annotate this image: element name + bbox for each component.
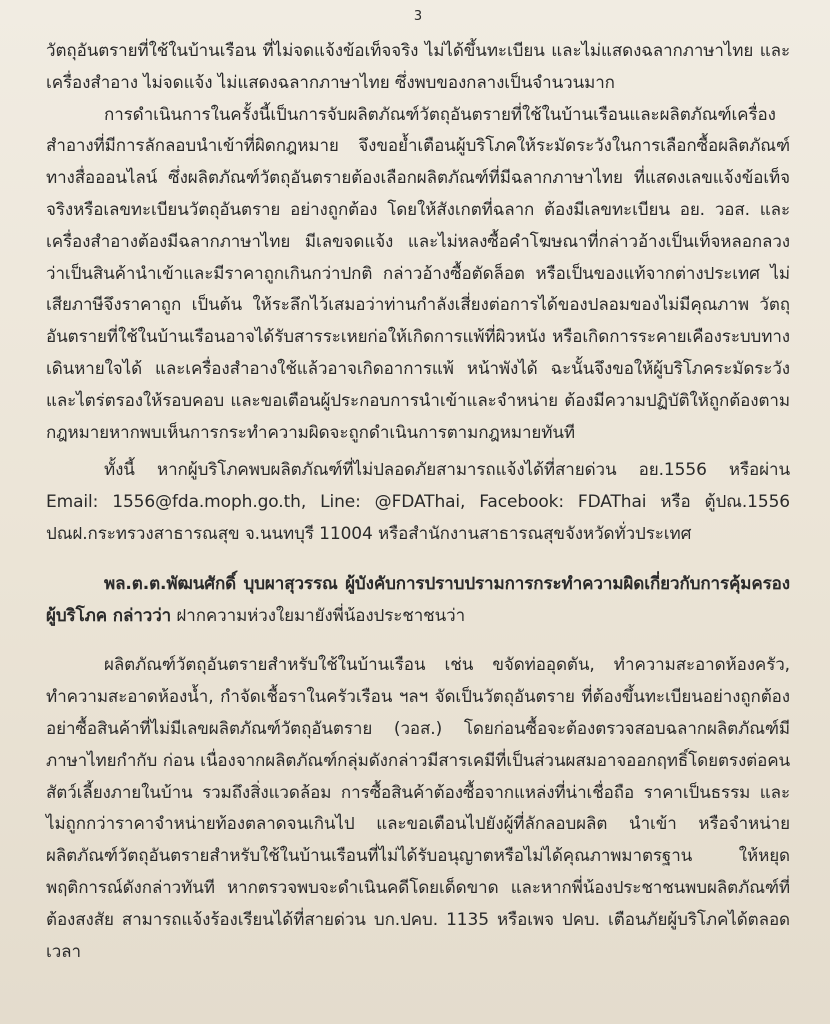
paragraph-operation-warning: การดำเนินการในครั้งนี้เป็นการจับผลิตภัณฑ์วัตถุอันตรายที่ใช้ในบ้านเรือนและผลิตภัณฑ์เครื่องสำอางที่มีการลักลอบนำเข้าที่ผิดกฎหมาย จึงขอย้ำเตือนผู้บริโภคให้ระมัดระวังในการเลือกซื้อผลิตภัณฑ์ทางสื่อออนไลน์ ซึ่งผลิตภัณฑ์วัตถุอันตรายต้องเลือกผลิตภัณฑ์ที่มีฉลากภาษาไทย ที่แสดงเลขแจ้งข้อเท็จจริงหรือเลขทะเบียนวัตถุอันตราย อย่างถูกต้อง โดยให้สังเกตที่ฉลาก ต้องมีเลขทะเบียน อย. วอส. และเครื่องสำอางต้องมีฉลากภาษาไทย มีเลขจดแจ้ง และไม่หลงซื้อคำโฆษณาที่กล่าวอ้างเป็นเท็จหลอกลวงว่าเป็นสินค้านำเข้าและมีราคาถูกเกินกว่าปกติ กล่าวอ้างซื้อตัดล็อต หรือเป็นของแท้จากต่างประเทศ ไม่เสียภาษีจึงราคาถูก เป็นต้น ให้ระลึกไว้เสมอว่าท่านกำลังเสี่ยงต่อการได้ของปลอมของไม่มีคุณภาพ วัตถุอันตรายที่ใช้ในบ้านเรือนอาจได้รับสารระเหยก่อให้เกิดการแพ้ที่ผิวหนัง หรือเกิดการระคายเคืองระบบทางเดินหายใจได้ และเครื่องสำอางใช้แล้วอาจเกิดอาการแพ้ หน้าพังได้ ฉะนั้นจึงขอให้ผู้บริโภคระมัดระวังและไตร่ตรองให้รอบคอบ และขอเตือนผู้ประกอบการนำเข้าและจำหน่าย ต้องมีความปฏิบัติให้ถูกต้องตามกฎหมายหากพบเห็นการกระทำความผิดจะถูกดำเนินการตามกฎหมายทันที — [46, 104, 790, 443]
paragraph-household-products-advice: ผลิตภัณฑ์วัตถุอันตรายสำหรับใช้ในบ้านเรือน เช่น ขจัดท่ออุดตัน, ทำความสะอาดห้องครัว, ทำความสะอาดห้องน้ำ, กำจัดเชื้อราในครัวเรือน ฯลฯ จัดเป็นวัตถุอันตราย ที่ต้องขึ้นทะเบียนอย่างถูกต้อง อย่าซื้อสินค้าที่ไม่มีเลขผลิตภัณฑ์วัตถุอันตราย (วอส.) โดยก่อนซื้อจะต้องตรวจสอบฉลากผลิตภัณฑ์มีภาษาไทยกำกับ ก่อน เนื่องจากผลิตภัณฑ์กลุ่มดังกล่าวมีสารเคมีที่เป็นส่วนผสมอาจออกฤทธิ์โดยตรงต่อคน สัตว์เลี้ยงภายในบ้าน รวมถึงสิ่งแวดล้อม การซื้อสินค้าต้องซื้อจากแหล่งที่น่าเชื่อถือ ราคาเป็นธรรม และไม่ถูกกว่าราคาจำหน่ายท้องตลาดจนเกินไป และขอเตือนไปยังผู้ที่ลักลอบผลิต นำเข้า หรือจำหน่าย ผลิตภัณฑ์วัตถุอันตรายสำหรับใช้ในบ้านเรือนที่ไม่ได้รับอนุญาตหรือไม่ได้คุณภาพมาตรฐาน ให้หยุดพฤติการณ์ดังกล่าวทันที หากตรวจพบจะดำเนินคดีโดยเด็ดขาด และหากพี่น้องประชาชนพบผลิตภัณฑ์ที่ต้องสงสัย สามารถแจ้งร้องเรียนได้ที่สายด่วน บก.ปคบ. 1135 หรือเพจ ปคบ. เตือนภัยผู้บริโภคได้ตลอดเวลา — [46, 655, 790, 962]
paragraph-hazardous-substances-intro: วัตถุอันตรายที่ใช้ในบ้านเรือน ที่ไม่จดแจ้งข้อเท็จจริง ไม่ได้ขึ้นทะเบียน และไม่แสดงฉลากภาษาไทย และเครื่องสำอาง ไม่จดแจ้ง ไม่แสดงฉลากภาษาไทย ซึ่งพบของกลางเป็นจำนวนมาก — [46, 41, 790, 93]
paragraph-commander-statement — [46, 569, 790, 633]
page-number: 3 — [413, 9, 423, 24]
commander-name-title: พล.ต.ต.พัฒนศักดิ์ บุบผาสุวรรณ ผู้บังคับการปราบปรามการกระทำความผิดเกี่ยวกับการคุ้มครองผู้บริโภค กล่าวว่า — [46, 573, 790, 626]
statement-intro: ฝากความห่วงใยมายังพี่น้องประชาชนว่า — [171, 605, 466, 626]
paragraph-hotline-contact: ทั้งนี้ หากผู้บริโภคพบผลิตภัณฑ์ที่ไม่ปลอดภัยสามารถแจ้งได้ที่สายด่วน อย.1556 หรือผ่าน Email: 1556@fda.moph.go.th, Line: @FDAThai, Facebook: FDAThai หรือ ตู้ปณ.1556 ปณฝ.กระทรวงสาธารณสุข จ.นนทบุรี 11004 หรือสำนักงานสาธารณสุขจังหวัดทั่วประเทศ — [46, 460, 790, 544]
